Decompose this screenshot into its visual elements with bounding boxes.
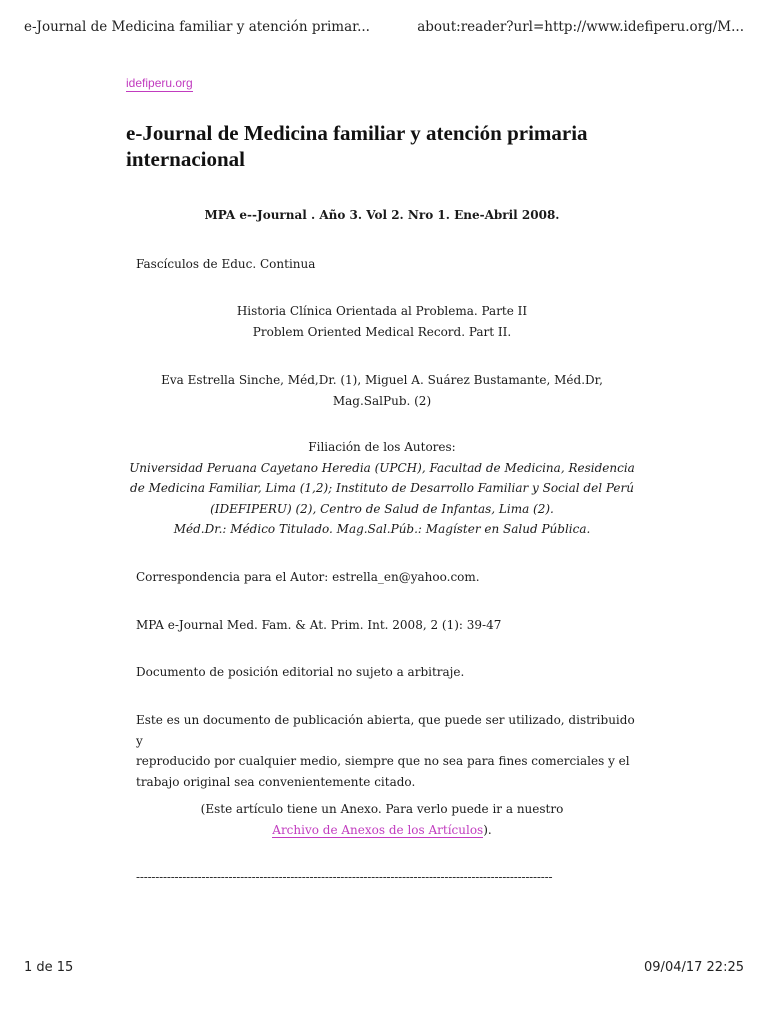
license-line: reproducido por cualquier medio, siempre que no sea para fines comerciales y el [136,754,630,768]
journal-issue-line: MPA e--Journal . Año 3. Vol 2. Nro 1. Ene-Abril 2008. [204,208,560,222]
affiliation-heading: Filiación de los Autores: [308,440,456,454]
print-header-title: e-Journal de Medicina familiar y atención primar... [24,19,370,35]
license-line: trabajo original sea convenientemente citado. [136,774,416,789]
reader-view [126,72,638,884]
subtitle-block [126,301,638,342]
page-number: 1 de 15 [24,960,74,975]
citation-line: MPA e-Journal Med. Fam. & At. Prim. Int. 2008, 2 (1): 39-47 [136,618,502,632]
authors-line: Mag.SalPub. (2) [332,393,432,408]
subtitle-english: Problem Oriented Medical Record. Part II. [252,324,512,339]
correspondence-line: Correspondencia para el Autor: estrella_en@yahoo.com. [136,570,480,584]
dashed-divider: ------------------------------------------------------------------------------------------------------------ [136,870,553,884]
print-datetime: 09/04/17 22:25 [644,960,744,975]
license-block [126,710,638,792]
affiliation-block [126,437,638,540]
print-footer [24,960,744,980]
authors-line: Eva Estrella Sinche, Méd,Dr. (1), Miguel A. Suárez Bustamante, Méd.Dr, [161,373,603,387]
affiliation-line: Universidad Peruana Cayetano Heredia (UPCH), Facultad de Medicina, Residencia [129,460,635,475]
annex-close: ). [483,822,492,837]
subtitle-spanish: Historia Clínica Orientada al Problema. Parte II [236,304,528,318]
license-line: Este es un documento de publicación abierta, que puede ser utilizado, distribuido y [136,713,635,748]
print-header [24,19,744,39]
source-domain-link[interactable]: idefiperu.org [126,76,193,90]
affiliation-line: (IDEFIPERU) (2), Centro de Salud de Infantas, Lima (2). [210,501,554,516]
authors-block [126,370,638,411]
affiliation-line: de Medicina Familiar, Lima (1,2); Instituto de Desarrollo Familiar y Social del Perú [130,481,634,495]
annex-line [126,820,638,841]
annex-line: (Este artículo tiene un Anexo. Para verlo puede ir a nuestro [200,802,564,816]
annex-note [126,799,638,840]
annex-archive-link[interactable]: Archivo de Anexos de los Artículos [272,822,484,837]
article-title: e-Journal de Medicina familiar y atención primaria internacional [126,121,588,171]
print-header-url: about:reader?url=http://www.idefiperu.org/M... [417,19,744,35]
section-label: Fascículos de Educ. Continua [136,257,316,271]
affiliation-line: Méd.Dr.: Médico Titulado. Mag.Sal.Púb.: Magíster en Salud Pública. [173,522,591,536]
editorial-note: Documento de posición editorial no sujeto a arbitraje. [136,665,465,679]
